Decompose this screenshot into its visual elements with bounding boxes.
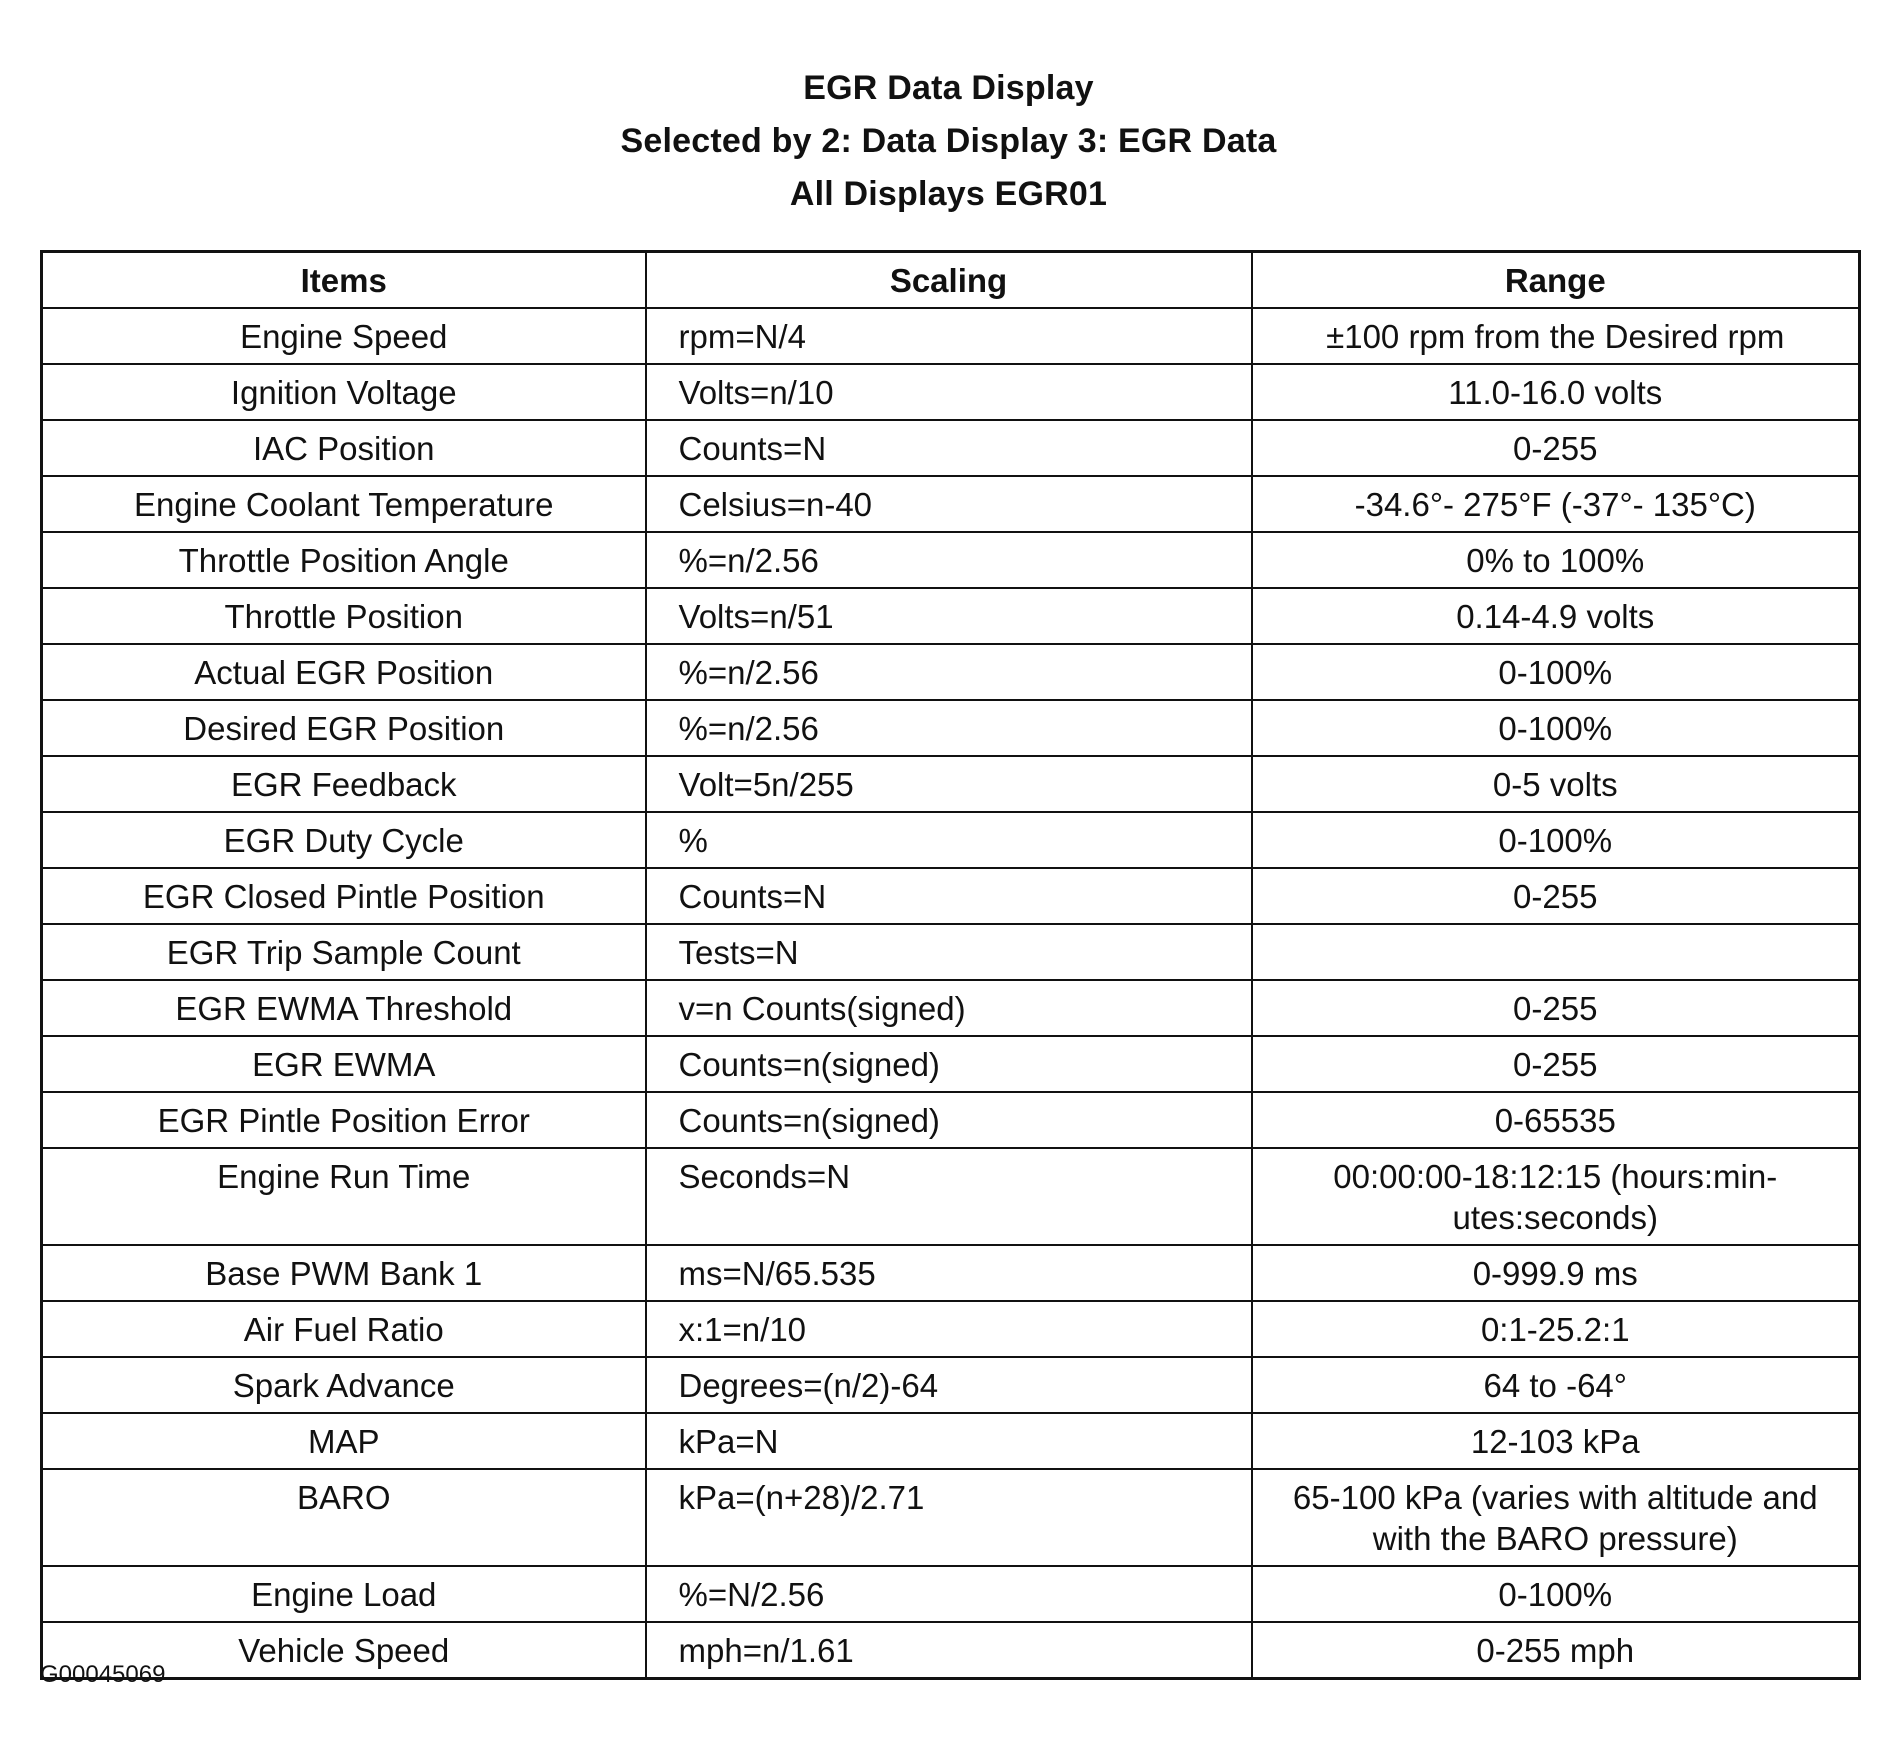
item-cell: EGR Feedback <box>42 756 646 812</box>
item-cell: Vehicle Speed <box>42 1622 646 1679</box>
table-row <box>42 1092 1860 1148</box>
item-cell: Air Fuel Ratio <box>42 1301 646 1357</box>
item-cell: EGR Duty Cycle <box>42 812 646 868</box>
egr-data-table <box>40 250 1861 1680</box>
range-cell: 0-999.9 ms <box>1252 1245 1860 1301</box>
item-cell: MAP <box>42 1413 646 1469</box>
scaling-cell: mph=n/1.61 <box>646 1622 1252 1679</box>
column-header-items: Items <box>42 252 646 309</box>
scaling-cell: Counts=N <box>646 868 1252 924</box>
scaling-cell: Counts=n(signed) <box>646 1092 1252 1148</box>
scaling-cell: %=N/2.56 <box>646 1566 1252 1622</box>
scaling-cell: kPa=(n+28)/2.71 <box>646 1469 1252 1566</box>
scaling-cell: %=n/2.56 <box>646 532 1252 588</box>
item-cell: Engine Load <box>42 1566 646 1622</box>
table-row <box>42 812 1860 868</box>
scaling-cell: Volts=n/10 <box>646 364 1252 420</box>
range-cell: 0-255 <box>1252 420 1860 476</box>
document-displays: All Displays EGR01 <box>789 175 1108 213</box>
item-cell: Engine Run Time <box>42 1148 646 1245</box>
table-row <box>42 532 1860 588</box>
item-cell: Throttle Position Angle <box>42 532 646 588</box>
range-cell: 0-255 mph <box>1252 1622 1860 1679</box>
table-row <box>42 868 1860 924</box>
scaling-cell: x:1=n/10 <box>646 1301 1252 1357</box>
range-cell: 11.0-16.0 volts <box>1252 364 1860 420</box>
table-row <box>42 1245 1860 1301</box>
document-heading <box>0 62 1897 221</box>
table-row <box>42 980 1860 1036</box>
range-cell: -34.6°- 275°F (-37°- 135°C) <box>1252 476 1860 532</box>
document-subtitle: Selected by 2: Data Display 3: EGR Data <box>620 122 1277 160</box>
item-cell: Engine Speed <box>42 308 646 364</box>
range-cell: 0-100% <box>1252 644 1860 700</box>
scaling-cell: v=n Counts(signed) <box>646 980 1252 1036</box>
table-row <box>42 1357 1860 1413</box>
table-row <box>42 644 1860 700</box>
table-row <box>42 700 1860 756</box>
item-cell: Throttle Position <box>42 588 646 644</box>
column-header-scaling: Scaling <box>646 252 1252 309</box>
column-header-range: Range <box>1252 252 1860 309</box>
egr-data-table-container <box>40 250 1858 1680</box>
range-cell: 00:00:00-18:12:15 (hours:min-utes:seconds) <box>1252 1148 1860 1245</box>
item-cell: Ignition Voltage <box>42 364 646 420</box>
scaling-cell: Counts=n(signed) <box>646 1036 1252 1092</box>
range-cell: 64 to -64° <box>1252 1357 1860 1413</box>
scaling-cell: %=n/2.56 <box>646 700 1252 756</box>
scaling-cell: Tests=N <box>646 924 1252 980</box>
table-row <box>42 1301 1860 1357</box>
table-row <box>42 1566 1860 1622</box>
range-cell: 0-100% <box>1252 700 1860 756</box>
scaling-cell: Seconds=N <box>646 1148 1252 1245</box>
scaling-cell: ms=N/65.535 <box>646 1245 1252 1301</box>
scaling-cell: Counts=N <box>646 420 1252 476</box>
scaling-cell: Volt=5n/255 <box>646 756 1252 812</box>
table-row <box>42 420 1860 476</box>
range-cell: 0:1-25.2:1 <box>1252 1301 1860 1357</box>
item-cell: IAC Position <box>42 420 646 476</box>
table-row <box>42 476 1860 532</box>
range-cell: ±100 rpm from the Desired rpm <box>1252 308 1860 364</box>
table-body <box>42 308 1860 1679</box>
range-cell: 0-255 <box>1252 980 1860 1036</box>
item-cell: Desired EGR Position <box>42 700 646 756</box>
range-cell: 12-103 kPa <box>1252 1413 1860 1469</box>
table-row <box>42 756 1860 812</box>
range-cell: 0-255 <box>1252 868 1860 924</box>
range-cell: 0.14-4.9 volts <box>1252 588 1860 644</box>
scaling-cell: % <box>646 812 1252 868</box>
table-header-row <box>42 252 1860 309</box>
item-cell: EGR EWMA Threshold <box>42 980 646 1036</box>
table-row <box>42 588 1860 644</box>
figure-id: G00045069 <box>40 1661 166 1688</box>
item-cell: Base PWM Bank 1 <box>42 1245 646 1301</box>
range-cell: 65-100 kPa (varies with altitude and with the BARO pressure) <box>1252 1469 1860 1566</box>
item-cell: BARO <box>42 1469 646 1566</box>
range-cell: 0-100% <box>1252 812 1860 868</box>
item-cell: EGR Pintle Position Error <box>42 1092 646 1148</box>
table-row <box>42 1413 1860 1469</box>
table-row <box>42 924 1860 980</box>
range-cell: 0-100% <box>1252 1566 1860 1622</box>
table-row <box>42 1036 1860 1092</box>
range-cell: 0% to 100% <box>1252 532 1860 588</box>
scaling-cell: Degrees=(n/2)-64 <box>646 1357 1252 1413</box>
item-cell: Actual EGR Position <box>42 644 646 700</box>
range-cell: 0-255 <box>1252 1036 1860 1092</box>
scaling-cell: %=n/2.56 <box>646 644 1252 700</box>
item-cell: EGR Closed Pintle Position <box>42 868 646 924</box>
range-cell <box>1252 924 1860 980</box>
item-cell: Spark Advance <box>42 1357 646 1413</box>
table-row <box>42 1148 1860 1245</box>
scaling-cell: Celsius=n-40 <box>646 476 1252 532</box>
table-row <box>42 364 1860 420</box>
table-row <box>42 1622 1860 1679</box>
scaling-cell: Volts=n/51 <box>646 588 1252 644</box>
range-cell: 0-5 volts <box>1252 756 1860 812</box>
scaling-cell: rpm=N/4 <box>646 308 1252 364</box>
item-cell: EGR EWMA <box>42 1036 646 1092</box>
item-cell: EGR Trip Sample Count <box>42 924 646 980</box>
table-row <box>42 308 1860 364</box>
document-title: EGR Data Display <box>803 69 1094 107</box>
item-cell: Engine Coolant Temperature <box>42 476 646 532</box>
range-cell: 0-65535 <box>1252 1092 1860 1148</box>
table-row <box>42 1469 1860 1566</box>
scaling-cell: kPa=N <box>646 1413 1252 1469</box>
